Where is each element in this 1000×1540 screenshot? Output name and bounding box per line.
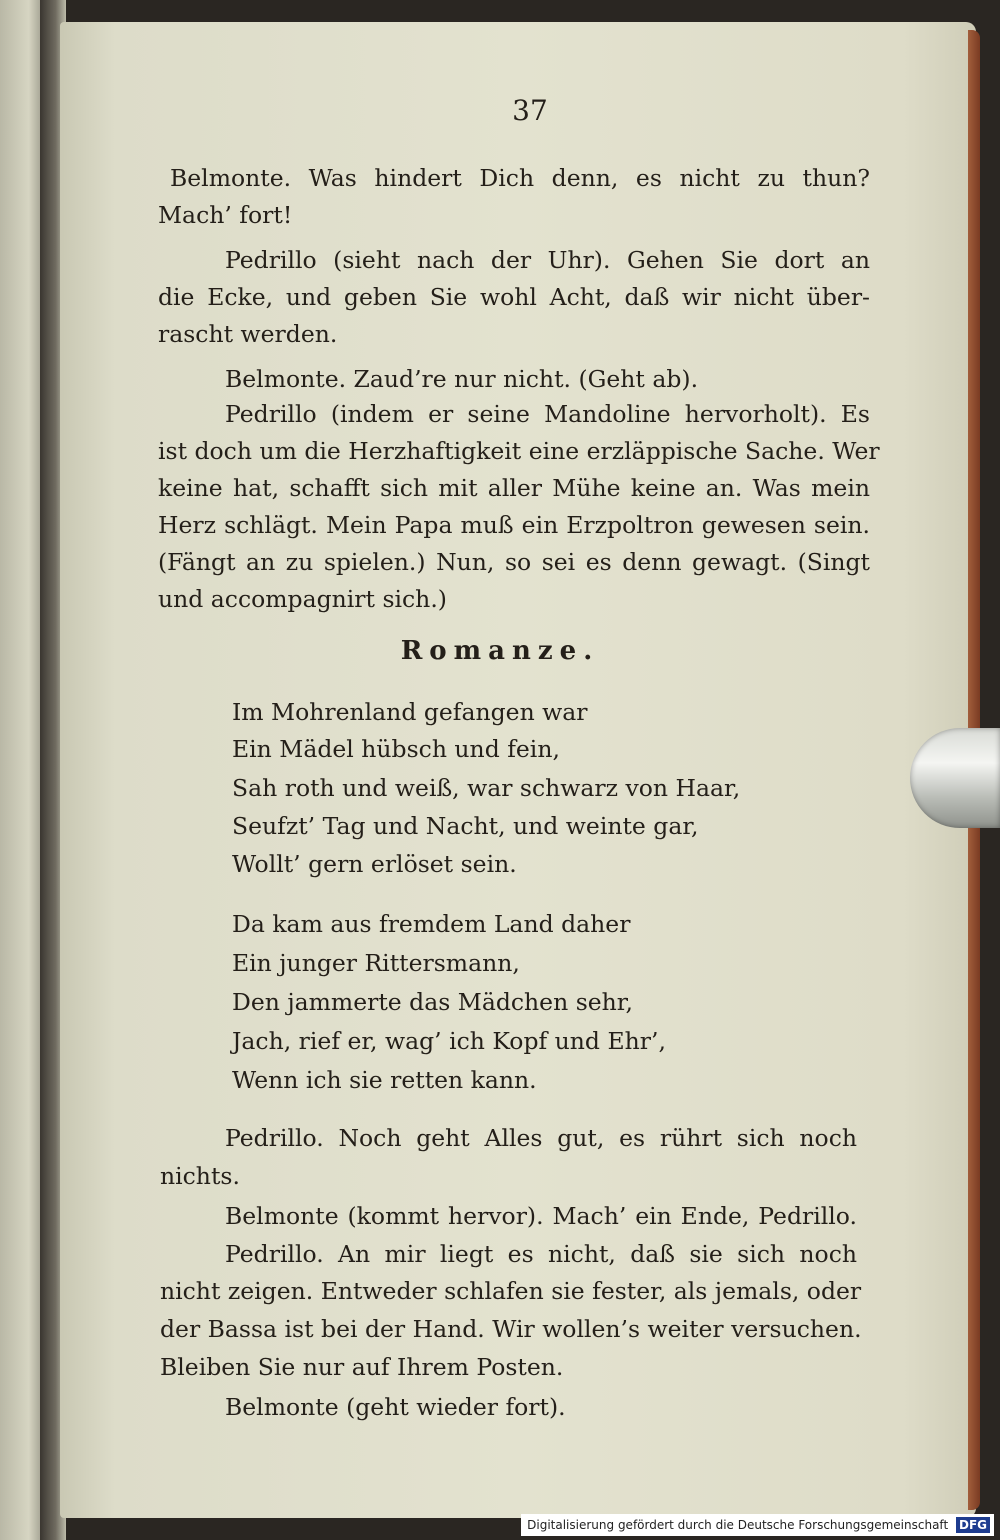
text-line: nichts.	[160, 1162, 240, 1190]
text-line: Pedrillo. An mir liegt es nicht, daß sie sich noch	[225, 1240, 857, 1268]
digitization-footer	[521, 1514, 994, 1536]
text-line: die Ecke, und geben Sie wohl Acht, daß wir nicht über-	[158, 283, 870, 311]
text-line: Belmonte (kommt hervor). Mach’ ein Ende, Pedrillo.	[225, 1202, 857, 1230]
text-line: der Bassa ist bei der Hand. Wir wollen’s weiter versuchen.	[160, 1315, 862, 1343]
verse-line: Sah roth und weiß, war schwarz von Haar,	[232, 774, 741, 802]
text-line: Pedrillo (sieht nach der Uhr). Gehen Sie dort an	[225, 246, 870, 274]
footer-text: Digitalisierung gefördert durch die Deutsche Forschungsgemeinschaft	[527, 1518, 949, 1532]
page-number: 37	[512, 94, 548, 127]
verse-line: Ein Mädel hübsch und fein,	[232, 735, 560, 763]
romanze-title: Romanze.	[400, 636, 600, 666]
text-line: nicht zeigen. Entweder schlafen sie fester, als jemals, oder	[160, 1277, 862, 1305]
text-line: Herz schlägt. Mein Papa muß ein Erzpoltron gewesen sein.	[158, 511, 870, 539]
text-line: Belmonte. Was hindert Dich denn, es nicht zu thun?	[170, 164, 870, 192]
dfg-logo: DFG	[956, 1517, 990, 1533]
text-line: keine hat, schafft sich mit aller Mühe keine an. Was mein	[158, 474, 870, 502]
verse-line: Wenn ich sie retten kann.	[232, 1066, 537, 1094]
verse-line: Wollt’ gern erlöset sein.	[232, 850, 517, 878]
text-line: und accompagnirt sich.)	[158, 585, 447, 613]
verse-line: Da kam aus fremdem Land daher	[232, 910, 631, 938]
text-line: Pedrillo. Noch geht Alles gut, es rührt sich noch	[225, 1124, 857, 1152]
verse-line: Im Mohrenland gefangen war	[232, 698, 588, 726]
book-clip	[910, 728, 1000, 828]
text-line: Bleiben Sie nur auf Ihrem Posten.	[160, 1353, 564, 1381]
text-line: Belmonte. Zaud’re nur nicht. (Geht ab).	[225, 365, 699, 393]
verse-line: Den jammerte das Mädchen sehr,	[232, 988, 633, 1016]
text-line: Belmonte (geht wieder fort).	[225, 1393, 566, 1421]
text-line: ist doch um die Herzhaftigkeit eine erzläppische Sache. Wer	[158, 437, 880, 465]
verse-line: Jach, rief er, wag’ ich Kopf und Ehr’,	[232, 1027, 666, 1055]
text-line: rascht werden.	[158, 320, 338, 348]
text-line: (Fängt an zu spielen.) Nun, so sei es denn gewagt. (Singt	[158, 548, 870, 576]
text-line: Mach’ fort!	[158, 201, 293, 229]
verse-line: Ein junger Rittersmann,	[232, 949, 520, 977]
verse-line: Seufzt’ Tag und Nacht, und weinte gar,	[232, 812, 699, 840]
text-line: Pedrillo (indem er seine Mandoline hervorholt). Es	[225, 400, 870, 428]
